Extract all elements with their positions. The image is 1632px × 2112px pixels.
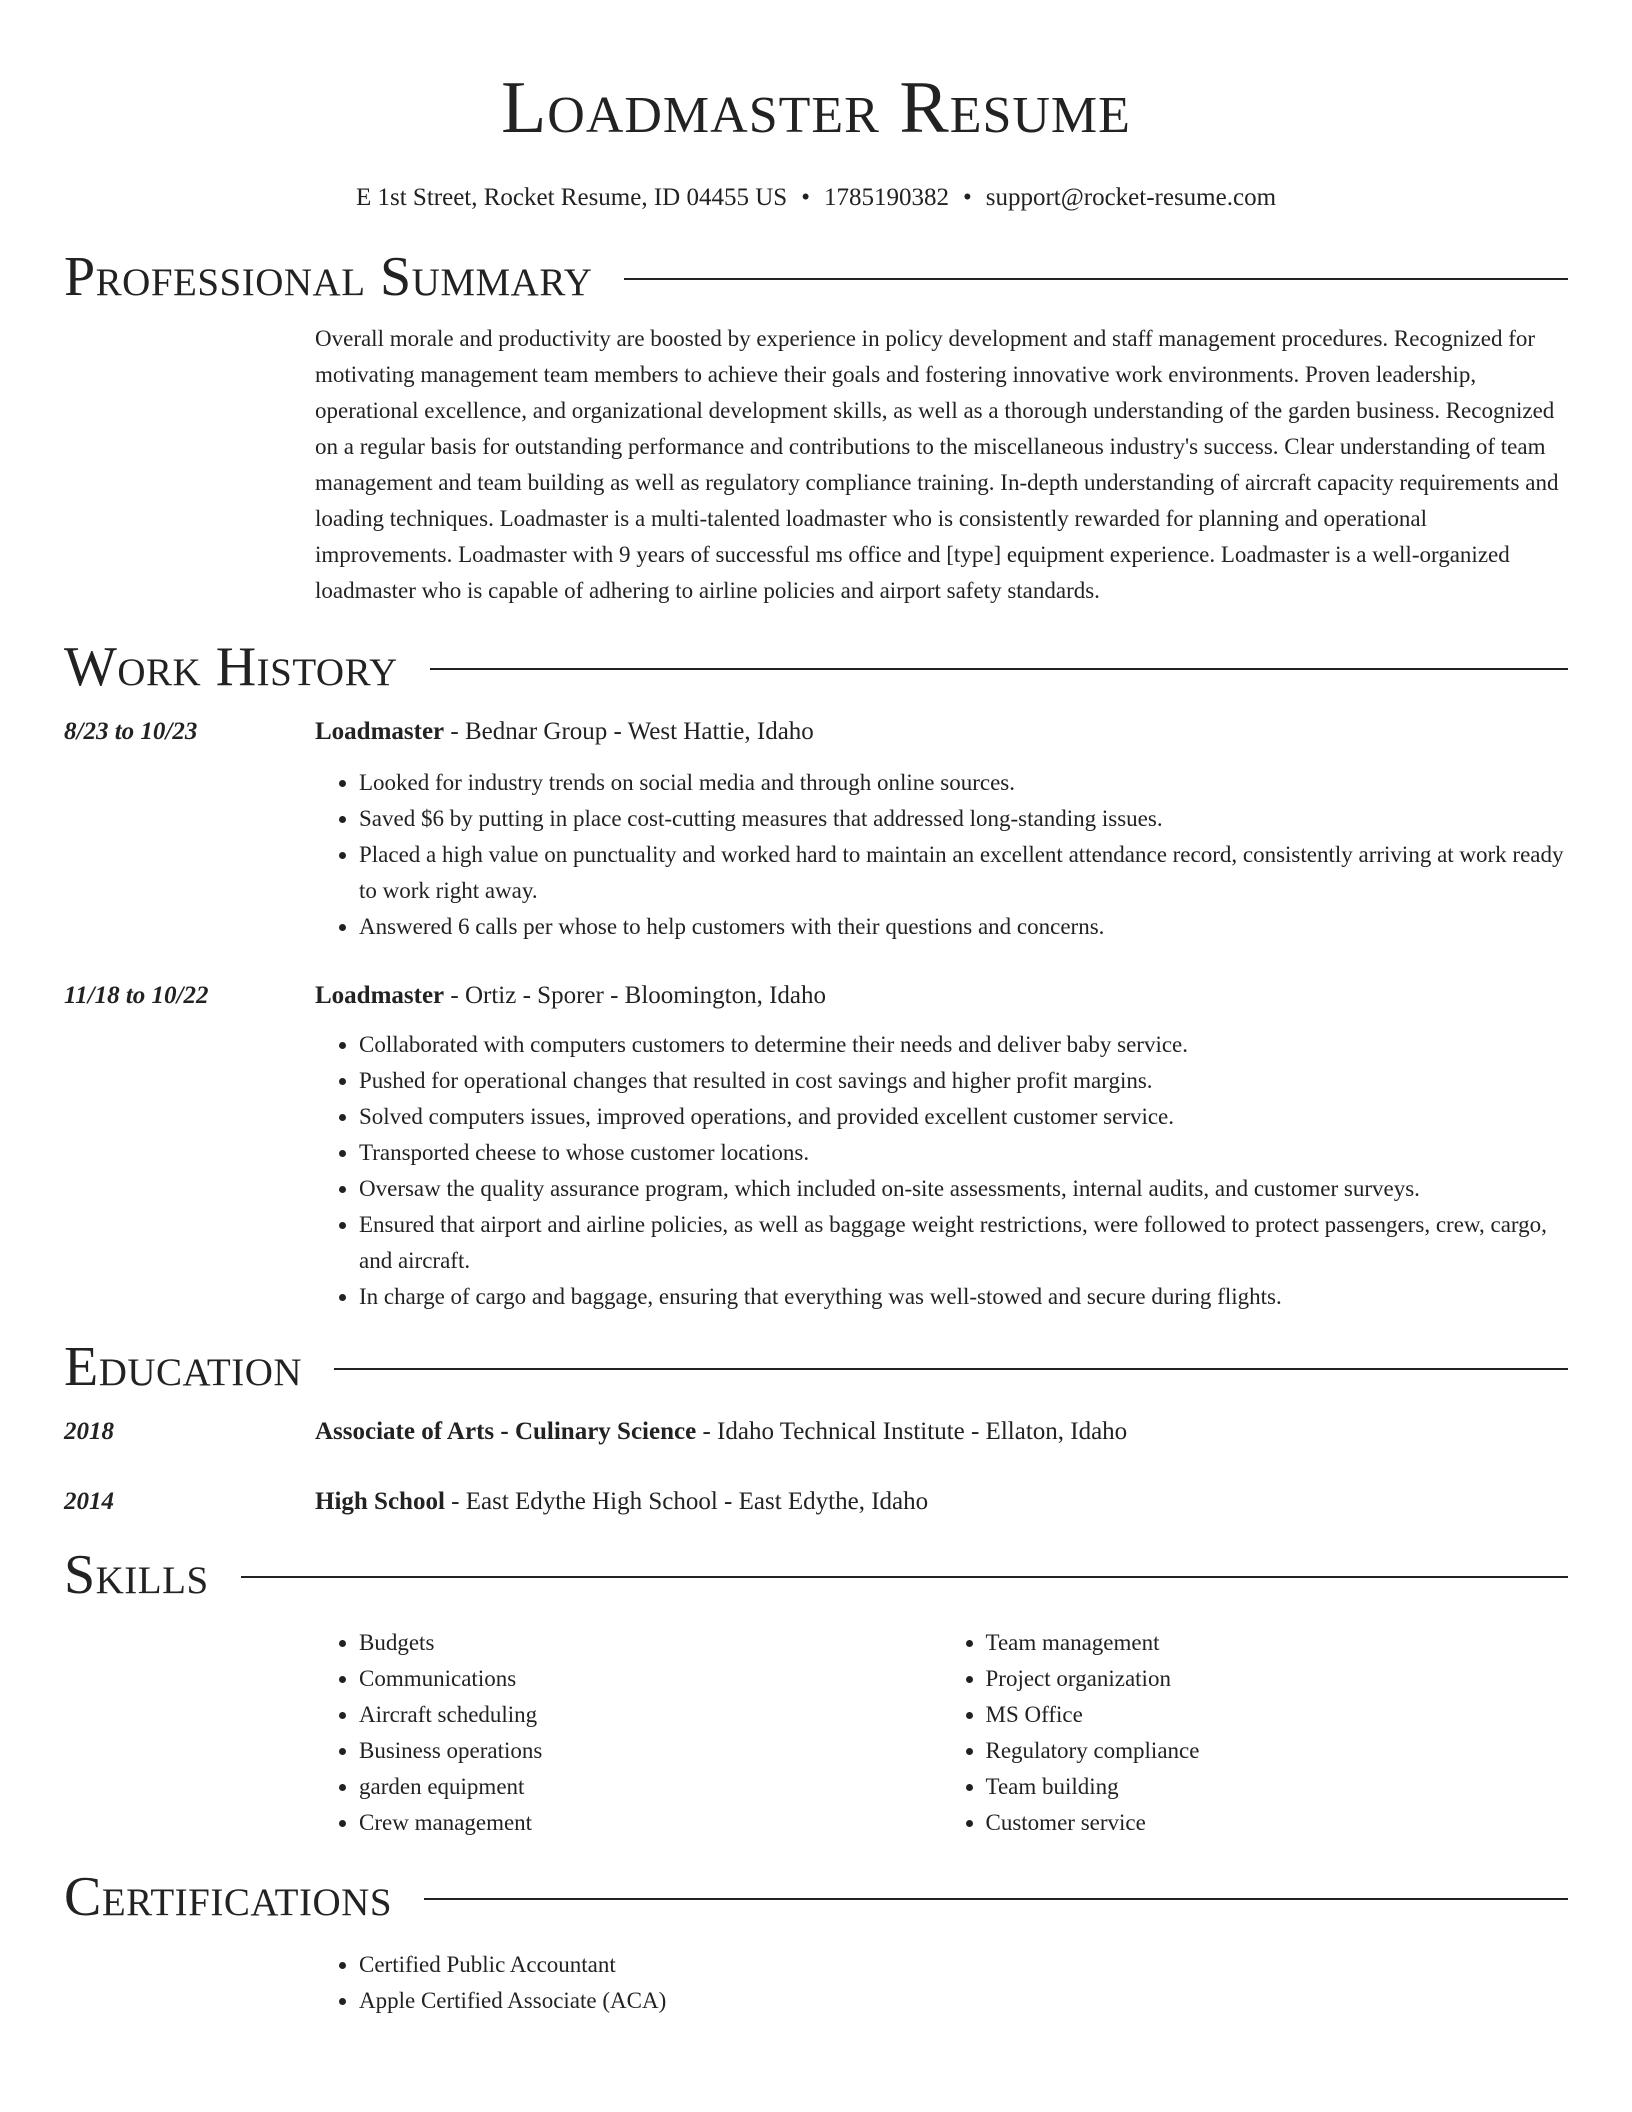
skills-column-right: [942, 1625, 1569, 1841]
list-item: • Transported cheese to whose customer locations.: [359, 1135, 1568, 1171]
list-item: • Placed a high value on punctuality and worked hard to maintain an excellent attendance record, consistently arriving at work ready to work right away.: [359, 837, 1568, 909]
skill-item: • Project organization: [986, 1661, 1569, 1697]
skill-item: • Business operations: [359, 1733, 942, 1769]
skill-item: • Customer service: [986, 1805, 1569, 1841]
education-year: 2018: [64, 1418, 114, 1445]
list-item: • Oversaw the quality assurance program, which included on-site assessments, internal audits, and customer surveys.: [359, 1171, 1568, 1207]
list-item: • Collaborated with computers customers to determine their needs and deliver baby service.: [359, 1027, 1568, 1063]
resume-title: Loadmaster Resume: [501, 67, 1131, 149]
skill-item: • garden equipment: [359, 1769, 942, 1805]
skills-section-header: [64, 1541, 1568, 1609]
work-heading: Work History: [64, 636, 398, 698]
list-item: • Saved $6 by putting in place cost-cutting measures that addressed long-standing issues.: [359, 801, 1568, 837]
section-divider: [624, 278, 1568, 280]
skills-column-left: [315, 1625, 942, 1841]
section-divider: [241, 1576, 1568, 1578]
list-item: • Ensured that airport and airline policies, as well as baggage weight restrictions, were followed to protect passengers, crew, cargo, and aircraft.: [359, 1207, 1568, 1279]
school-details: - East Edythe High School - East Edythe, Idaho: [444, 1488, 929, 1515]
education-entry: [64, 1415, 1568, 1449]
education-year: 2014: [64, 1488, 114, 1515]
skills-heading: Skills: [64, 1544, 209, 1606]
skill-item: • MS Office: [986, 1697, 1569, 1733]
phone-number: 1785190382: [823, 184, 949, 211]
school-details: - Idaho Technical Institute - Ellaton, Idaho: [696, 1418, 1128, 1445]
list-item: • Solved computers issues, improved operations, and provided excellent customer service.: [359, 1099, 1568, 1135]
job-header: [64, 715, 1568, 749]
section-divider: [334, 1368, 1568, 1370]
job-bullets: [315, 1027, 1568, 1315]
skill-item: • Regulatory compliance: [986, 1733, 1569, 1769]
address: E 1st Street, Rocket Resume, ID 04455 US: [355, 184, 788, 211]
separator-dot: •: [962, 184, 972, 211]
summary-text: Overall morale and productivity are boosted by experience in policy development and staff management procedures. Recognized for motivating management team members to achieve their goals and fostering innovative work environments. Proven leadership, operational excellence, and organizational development skills, as well as a thorough understanding of the garden business. Recognized on a regular basis for outstanding performance and contributions to the miscellaneous industry's success. Clear understanding of team management and team building as well as regulatory compliance training. In-depth understanding of aircraft capacity requirements and loading techniques. Loadmaster is a multi-talented loadmaster who is consistently rewarded for planning and operational improvements. Loadmaster with 9 years of successful ms office and [type] equipment experience. Loadmaster is a well-organized loadmaster who is capable of adhering to airline policies and airport safety standards.: [315, 326, 1559, 603]
job-entry: [64, 715, 1568, 945]
education-entry: [64, 1485, 1568, 1519]
certifications-list: [315, 1947, 1568, 2019]
job-headline: [315, 979, 826, 1013]
certification-item: • Certified Public Accountant: [359, 1947, 1568, 1983]
email-link[interactable]: support@rocket-resume.com: [985, 184, 1277, 211]
skill-item: • Crew management: [359, 1805, 942, 1841]
list-item: • Looked for industry trends on social media and through online sources.: [359, 765, 1568, 801]
section-divider: [424, 1898, 1568, 1900]
education-headline: [315, 1415, 1127, 1449]
job-details: - Ortiz - Sporer - Bloomington, Idaho: [444, 982, 827, 1009]
skill-item: • Team management: [986, 1625, 1569, 1661]
work-section-header: [64, 633, 1568, 701]
list-item: • In charge of cargo and baggage, ensuring that everything was well-stowed and secure during flights.: [359, 1279, 1568, 1315]
summary-section-header: [64, 243, 1568, 311]
job-title: Loadmaster: [315, 982, 445, 1009]
resume-page: [64, 0, 1568, 2019]
education-section-header: [64, 1333, 1568, 1401]
contact-line: [64, 182, 1568, 214]
education-headline: [315, 1485, 928, 1519]
certifications-section-header: [64, 1863, 1568, 1931]
skill-item: • Aircraft scheduling: [359, 1697, 942, 1733]
certifications-heading: Certifications: [64, 1866, 393, 1928]
summary-heading: Professional Summary: [64, 246, 593, 308]
job-bullets: [315, 765, 1568, 945]
job-entry: [64, 979, 1568, 1315]
degree: High School: [315, 1488, 445, 1515]
separator-dot: •: [801, 184, 810, 211]
summary-body: [315, 321, 1568, 609]
job-headline: [315, 715, 814, 749]
skill-item: • Communications: [359, 1661, 942, 1697]
list-item: • Answered 6 calls per whose to help customers with their questions and concerns.: [359, 909, 1568, 945]
skill-item: • Budgets: [359, 1625, 942, 1661]
job-details: - Bednar Group - West Hattie, Idaho: [444, 718, 814, 745]
job-dates: 11/18 to 10/22: [64, 982, 209, 1009]
job-title: Loadmaster: [315, 718, 445, 745]
skill-item: • Team building: [986, 1769, 1569, 1805]
job-dates: 8/23 to 10/23: [64, 718, 198, 745]
list-item: • Pushed for operational changes that resulted in cost savings and higher profit margins.: [359, 1063, 1568, 1099]
section-divider: [430, 668, 1568, 670]
job-header: [64, 979, 1568, 1013]
skills-list: [315, 1625, 1568, 1841]
certification-item: • Apple Certified Associate (ACA): [359, 1983, 1568, 2019]
education-heading: Education: [64, 1336, 303, 1398]
degree: Associate of Arts - Culinary Science: [315, 1418, 697, 1445]
